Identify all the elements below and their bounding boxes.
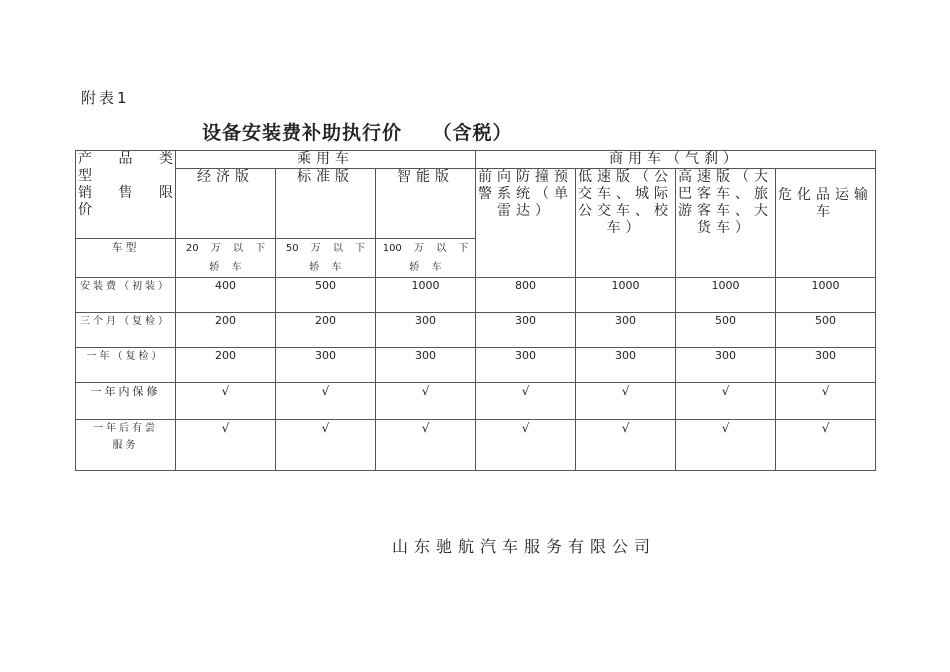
table-cell: 300 bbox=[576, 348, 676, 383]
table-cell: 200 bbox=[176, 348, 276, 383]
col-smart: 智能版 bbox=[376, 169, 476, 239]
col-low-speed: 低速版（公交车、城际公交车、校车） bbox=[576, 169, 676, 278]
appendix-label: 附表1 bbox=[81, 89, 130, 107]
table-row bbox=[76, 420, 876, 471]
check-mark: √ bbox=[376, 420, 476, 471]
col-hazmat: 危化品运输车 bbox=[776, 169, 876, 278]
row-label: 一年内保修 bbox=[76, 383, 176, 420]
table-cell: 300 bbox=[376, 348, 476, 383]
check-mark: √ bbox=[676, 383, 776, 420]
check-mark: √ bbox=[776, 420, 876, 471]
check-mark: √ bbox=[276, 383, 376, 420]
limit-smart: 100 万 以 下 轿 车 bbox=[376, 239, 476, 278]
table-cell: 1000 bbox=[676, 278, 776, 313]
check-mark: √ bbox=[176, 420, 276, 471]
table-row bbox=[76, 348, 876, 383]
check-mark: √ bbox=[176, 383, 276, 420]
check-mark: √ bbox=[376, 383, 476, 420]
table-row bbox=[76, 383, 876, 420]
col-standard: 标准版 bbox=[276, 169, 376, 239]
limit-economy: 20 万 以 下 轿 车 bbox=[176, 239, 276, 278]
commercial-car-header: 商用车（气刹） bbox=[476, 151, 876, 169]
table-cell: 500 bbox=[276, 278, 376, 313]
col-forward-collision: 前向防撞预警系统（单雷达） bbox=[476, 169, 576, 278]
table-cell: 300 bbox=[476, 348, 576, 383]
table-row bbox=[76, 313, 876, 348]
table-cell: 500 bbox=[676, 313, 776, 348]
passenger-car-header: 乘用车 bbox=[176, 151, 476, 169]
corner-line-1: 产 品 类 bbox=[78, 151, 173, 167]
row-label: 安装费（初装） bbox=[76, 278, 176, 313]
corner-line-4: 价 bbox=[78, 202, 92, 218]
table-cell: 500 bbox=[776, 313, 876, 348]
check-mark: √ bbox=[576, 420, 676, 471]
table-row bbox=[76, 278, 876, 313]
check-mark: √ bbox=[476, 383, 576, 420]
row-label: 一年（复检） bbox=[76, 348, 176, 383]
table-cell: 200 bbox=[176, 313, 276, 348]
document-title: 设备安装费补助执行价 （含税） bbox=[202, 122, 513, 144]
check-mark: √ bbox=[576, 383, 676, 420]
company-name: 山东驰航汽车服务有限公司 bbox=[392, 537, 657, 556]
corner-header bbox=[76, 151, 176, 239]
table-cell: 300 bbox=[676, 348, 776, 383]
table-cell: 800 bbox=[476, 278, 576, 313]
table-cell: 200 bbox=[276, 313, 376, 348]
car-type-label: 车型 bbox=[76, 239, 176, 278]
check-mark: √ bbox=[476, 420, 576, 471]
price-table bbox=[75, 150, 876, 471]
row-label: 三个月（复检） bbox=[76, 313, 176, 348]
table-cell: 300 bbox=[376, 313, 476, 348]
table-cell: 300 bbox=[776, 348, 876, 383]
table-cell: 1000 bbox=[576, 278, 676, 313]
table-cell: 400 bbox=[176, 278, 276, 313]
corner-line-2: 型 bbox=[78, 168, 92, 184]
table-cell: 300 bbox=[276, 348, 376, 383]
col-high-speed: 高速版（大巴客车、旅游客车、大货车） bbox=[676, 169, 776, 278]
check-mark: √ bbox=[276, 420, 376, 471]
row-label: 一年后有尝服务 bbox=[76, 420, 176, 471]
corner-line-3: 销 售 限 bbox=[78, 185, 173, 201]
table-cell: 300 bbox=[576, 313, 676, 348]
check-mark: √ bbox=[676, 420, 776, 471]
table-cell: 1000 bbox=[376, 278, 476, 313]
check-mark: √ bbox=[776, 383, 876, 420]
limit-standard: 50 万 以 下 轿 车 bbox=[276, 239, 376, 278]
table-cell: 1000 bbox=[776, 278, 876, 313]
col-economy: 经济版 bbox=[176, 169, 276, 239]
table-cell: 300 bbox=[476, 313, 576, 348]
